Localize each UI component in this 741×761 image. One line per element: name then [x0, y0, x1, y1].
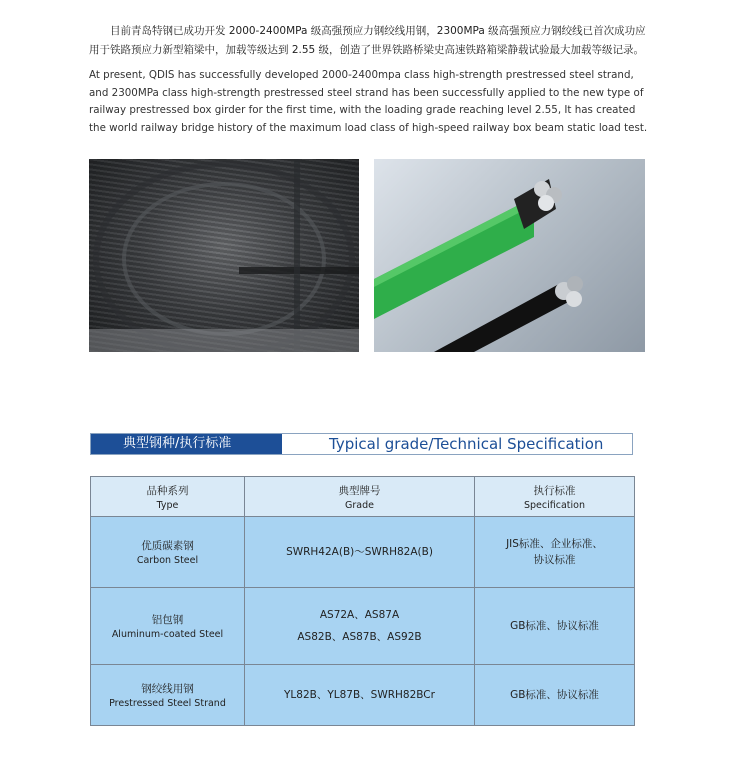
grade-line: AS72A、AS87A	[319, 609, 400, 621]
header-grade-cn: 典型牌号	[338, 484, 381, 497]
section-header	[90, 433, 633, 455]
grade-line: AS82B、AS87B、AS92B	[297, 631, 422, 643]
header-grade	[244, 477, 474, 517]
type-cell	[91, 517, 245, 588]
header-spec-en: Specification	[524, 499, 585, 511]
grade-line: SWRH42A(B)～SWRH82A(B)	[286, 546, 433, 558]
coated-strand-photo	[374, 159, 645, 352]
table-header-row	[91, 477, 635, 517]
type-en: Prestressed Steel Strand	[109, 698, 226, 709]
section-header-cn: 典型钢种/执行标准	[91, 434, 282, 454]
steel-coil-photo	[89, 159, 359, 352]
spec-line: GB标准、协议标准	[510, 620, 599, 632]
type-cn: 铝包钢	[151, 614, 184, 626]
grade-cell	[244, 517, 474, 588]
type-en: Aluminum-coated Steel	[111, 629, 224, 640]
type-cell	[91, 588, 245, 665]
steel-coil-illustration	[89, 159, 359, 352]
grade-cell	[244, 588, 474, 665]
type-cn: 钢绞线用钢	[141, 683, 194, 695]
type-cell	[91, 665, 245, 726]
type-cn: 优质碳素钢	[141, 540, 194, 552]
spec-cell	[475, 665, 635, 726]
header-spec	[475, 477, 635, 517]
header-type-cn: 品种系列	[146, 484, 189, 497]
intro-chinese-paragraph: 目前青岛特钢已成功开发 2000-2400MPa 级高强预应力钢绞线用钢，2300MPa 级高强预应力钢绞线已首次成功应用于铁路预应力新型箱梁中，加载等级达到 2.55 级，创造了世界铁路桥梁史高速铁路箱梁静载试验最大加载等级记录。	[89, 25, 646, 56]
spec-line: 协议标准	[533, 554, 576, 566]
coated-strand-illustration	[374, 159, 645, 352]
spec-cell	[475, 588, 635, 665]
intro-english-paragraph: At present, QDIS has successfully developed 2000-2400mpa class high-strength prestressed steel strand, and 2300MPa class high-strength prestressed steel strand has been successfully applied to the new type of railway prestressed box girder for the first time, with the loading grade reaching level 2.55, It has created the world railway bridge history of the maximum load class of high-speed railway box beam static load test.	[89, 69, 648, 134]
grade-cell	[244, 665, 474, 726]
header-spec-cn: 执行标准	[533, 484, 576, 497]
table-row	[91, 588, 635, 665]
table-row	[91, 517, 635, 588]
spec-line: GB标准、协议标准	[510, 689, 599, 701]
grade-spec-table	[90, 476, 635, 726]
header-grade-en: Grade	[345, 499, 374, 511]
header-type	[91, 477, 245, 517]
table-row	[91, 665, 635, 726]
grade-line: YL82B、YL87B、SWRH82BCr	[284, 689, 435, 701]
type-en: Carbon Steel	[136, 555, 199, 566]
spec-cell	[475, 517, 635, 588]
section-header-en: Typical grade/Technical Specification	[329, 435, 604, 453]
header-type-en: Type	[156, 499, 179, 511]
spec-line: JIS标准、企业标准、	[506, 538, 603, 550]
